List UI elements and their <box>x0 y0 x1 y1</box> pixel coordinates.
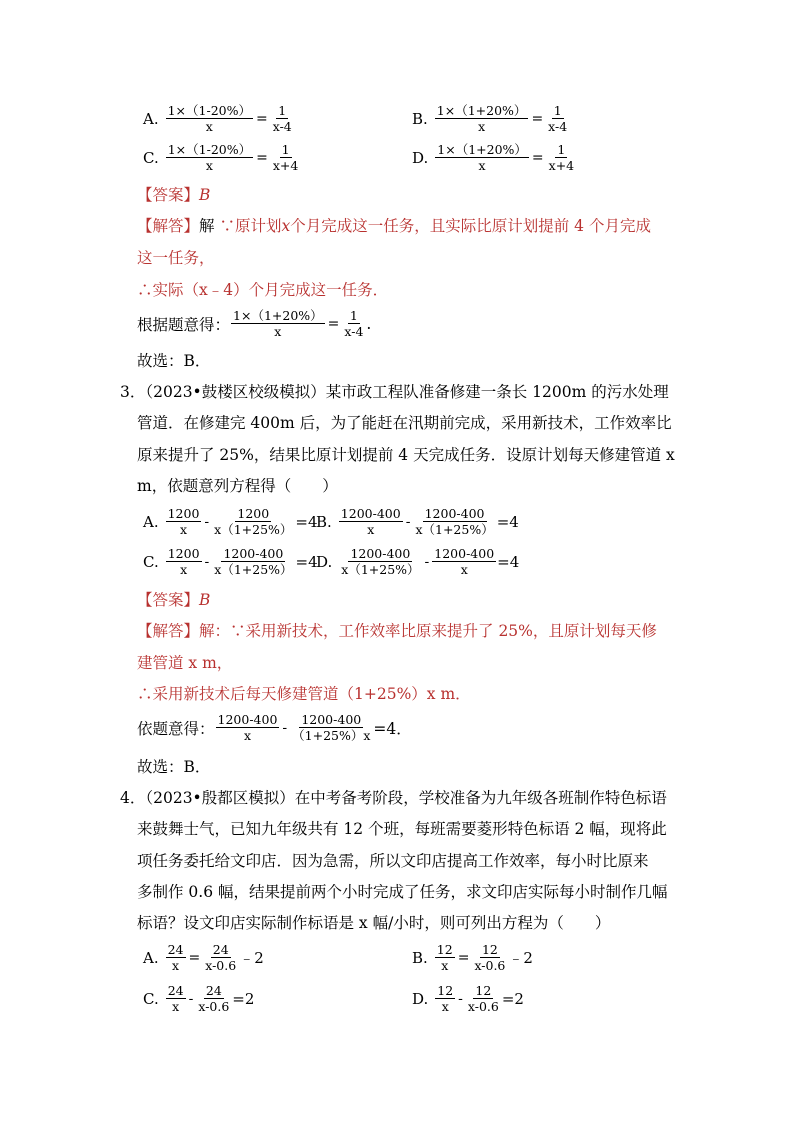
q4-stem-line4: 多制作 0.6 幅，结果提前两个小时完成了任务，求文印店实际每小时制作几幅 <box>137 883 668 901</box>
q3-solution-line3: ∴采用新技术后每天修建管道（1+25%）x m． <box>137 685 471 703</box>
option-label: C. <box>143 989 159 1008</box>
fraction: $\frac{1\times(1-20\%)}{x}$ <box>167 142 252 173</box>
fraction: $\frac{1\times(1+20\%)}{x}$ <box>437 142 527 173</box>
option-label: B. <box>412 109 428 128</box>
fraction: $\frac{1}{x+4}$ <box>272 142 299 173</box>
option-label: D. <box>412 148 429 167</box>
q3-option-b[interactable]: B. $\frac{1200-400}{x}$ - $\frac{1200-400}{x(1+25\%)}$ =4 <box>316 506 519 537</box>
q2-option-c[interactable]: C. $\frac{1\times(1-20\%)}{x}$ = $\frac{1}{x+4}$ <box>143 142 299 173</box>
fraction: $\frac{1200-400}{x}$ <box>340 506 401 537</box>
q2-solution-line2: 这一任务， <box>137 249 215 267</box>
q3-stem-line1: 3．（2023•鼓楼区校级模拟）某市政工程队准备修建一条长 1200m 的污水处理 <box>120 383 669 401</box>
fraction: $\frac{1200-400}{(1+25\%)x}$ <box>292 712 371 743</box>
fraction: $\frac{1200-400}{x(1+25\%)}$ <box>341 546 420 577</box>
q3-stem-line3: 原来提升了 25%，结果比原计划提前 4 天完成任务．设原计划每天修建管道 x <box>137 446 675 464</box>
fraction: $\frac{24}{x}$ <box>167 942 184 973</box>
q2-choose: 故选：B． <box>137 352 211 370</box>
fraction: $\frac{1200}{x(1+25\%)}$ <box>214 506 293 537</box>
q4-option-a[interactable]: A. $\frac{24}{x}$ = $\frac{24}{x-0.6}$ ﹣2 <box>143 942 264 973</box>
fraction: $\frac{12}{x-0.6}$ <box>467 983 499 1014</box>
option-label: C. <box>143 148 159 167</box>
q4-stem-line5: 标语？设文印店实际制作标语是 x 幅/小时，则可列出方程为（ ） <box>137 914 611 932</box>
q2-option-d[interactable]: D. $\frac{1\times(1+20\%)}{x}$ = $\frac{1}{x+4}$ <box>412 142 575 173</box>
q3-option-c[interactable]: C. $\frac{1200}{x}$ - $\frac{1200-400}{x(1+25\%)}$ =4 <box>143 546 318 577</box>
q3-equation: 依题意得： $\frac{1200-400}{x}$ - $\frac{1200-400}{(1+25\%)x}$ =4． <box>137 712 412 743</box>
q4-stem-line2: 来鼓舞士气，已知九年级共有 12 个班，每班需要菱形特色标语 2 幅，现将此 <box>137 820 667 838</box>
q4-option-c[interactable]: C. $\frac{24}{x}$ - $\frac{24}{x-0.6}$ =2 <box>143 983 255 1014</box>
q4-stem-line1: 4．（2023•殷都区模拟）在中考备考阶段，学校准备为九年级各班制作特色标语 <box>120 789 667 807</box>
fraction: $\frac{1\times(1+20\%)}{x}$ <box>436 103 527 134</box>
option-label: A. <box>143 512 159 531</box>
fraction: $\frac{1200-400}{x(1+25\%)}$ <box>415 506 494 537</box>
fraction: $\frac{1}{x-4}$ <box>344 308 364 339</box>
q2-equation: 根据题意得： $\frac{1\times(1+20\%)}{x}$ = $\frac{1}{x-4}$ . <box>137 308 372 339</box>
fraction: $\frac{12}{x}$ <box>436 942 453 973</box>
q3-option-d[interactable]: D. $\frac{1200-400}{x(1+25\%)}$ - $\frac{1200-400}{x}$ =4 <box>316 546 520 577</box>
fraction: $\frac{1}{x-4}$ <box>548 103 568 134</box>
q3-option-a[interactable]: A. $\frac{1200}{x}$ - $\frac{1200}{x(1+25\%)}$ =4 <box>143 506 318 537</box>
q4-option-d[interactable]: D. $\frac{12}{x}$ - $\frac{12}{x-0.6}$ =2 <box>412 983 524 1014</box>
option-label: D. <box>316 552 333 571</box>
q3-choose: 故选：B． <box>137 758 211 776</box>
fraction: $\frac{1200}{x}$ <box>167 506 200 537</box>
option-label: C. <box>143 552 159 571</box>
q3-stem-line2: 管道．在修建完 400m 后，为了能赶在汛期前完成，采用新技术，工作效率比 <box>137 414 672 432</box>
fraction: $\frac{1\times(1+20\%)}{x}$ <box>233 308 323 339</box>
fraction: $\frac{12}{x-0.6}$ <box>474 942 506 973</box>
option-label: D. <box>412 989 429 1008</box>
q3-stem-line4: m，依题意列方程得（ ） <box>137 477 338 495</box>
q2-option-a[interactable]: A. $\frac{1\times(1-20\%)}{x}$ = $\frac{1}{x-4}$ <box>143 103 292 134</box>
q2-solution-line1: 【解答】解 ∵原计划x个月完成这一任务，且实际比原计划提前 4 个月完成 <box>137 217 651 235</box>
q3-solution-line1: 【解答】解：∵采用新技术，工作效率比原来提升了 25%，且原计划每天修 <box>137 622 657 640</box>
fraction: $\frac{1200-400}{x}$ <box>217 712 278 743</box>
q2-answer: 【答案】B <box>137 186 211 204</box>
q3-solution-line2: 建管道 x m， <box>137 654 233 672</box>
fraction: $\frac{24}{x}$ <box>167 983 184 1014</box>
fraction: $\frac{1200-400}{x}$ <box>434 546 495 577</box>
q2-solution-line3: ∴实际（x﹣4）个月完成这一任务． <box>137 281 389 299</box>
fraction: $\frac{1}{x-4}$ <box>272 103 292 134</box>
option-label: B. <box>316 512 332 531</box>
q4-stem-line3: 项任务委托给文印店．因为急需，所以文印店提高工作效率，每小时比原来 <box>137 852 649 870</box>
option-label: B. <box>412 948 428 967</box>
q2-option-b[interactable]: B. $\frac{1\times(1+20\%)}{x}$ = $\frac{1}{x-4}$ <box>412 103 568 134</box>
fraction: $\frac{24}{x-0.6}$ <box>198 983 230 1014</box>
fraction: $\frac{1}{x+4}$ <box>548 142 575 173</box>
fraction: $\frac{12}{x}$ <box>437 983 454 1014</box>
fraction: $\frac{24}{x-0.6}$ <box>205 942 237 973</box>
fraction: $\frac{1200}{x}$ <box>167 546 200 577</box>
fraction: $\frac{1\times(1-20\%)}{x}$ <box>167 103 251 134</box>
q3-answer: 【答案】B <box>137 591 211 609</box>
q4-option-b[interactable]: B. $\frac{12}{x}$ = $\frac{12}{x-0.6}$ ﹣2 <box>412 942 533 973</box>
option-label: A. <box>143 948 159 967</box>
fraction: $\frac{1200-400}{x(1+25\%)}$ <box>214 546 293 577</box>
option-label: A. <box>143 109 159 128</box>
